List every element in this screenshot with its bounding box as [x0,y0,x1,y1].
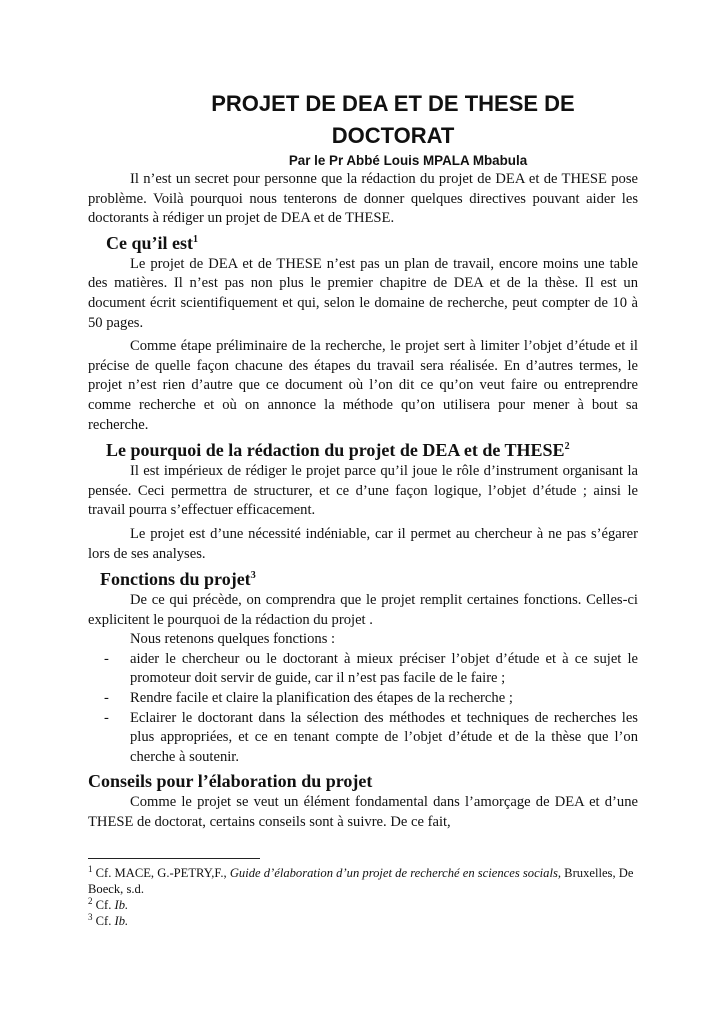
document-body [88,88,638,833]
bullet-dash: - [104,650,109,667]
list-item [88,709,638,768]
paragraph: Le projet est d’une nécessité indéniable, car il permet au chercheur à ne pas s’égarer lors de ses analyses. [88,525,638,562]
paragraph: Il est impérieux de rédiger le projet parce qu’il joue le rôle d’instrument organisant la pensée. Ceci permettra de structurer, et ce d’une façon logique, l’objet d’étude ; ainsi le travail pourra s’effectuer efficacement. [88,463,638,519]
author-line: Par le Pr Abbé Louis MPALA Mbabula [288,153,528,168]
function-list [88,650,638,768]
footnote-text: Cf. [95,898,115,912]
footnote-1 [88,865,638,897]
footnotes [88,858,638,929]
footnote-title: Ib. [114,898,129,912]
footnote-ref[interactable]: 2 [564,441,570,453]
section-heading-text: Le pourquoi de la rédaction du projet de DEA et de THESE [106,440,565,461]
list-item-text: aider le chercheur ou le doctorant à mieux préciser l’objet d’étude et à ce sujet le promoteur doit servir de guide, car il n’est pas facile de le faire ; [130,650,638,687]
list-item-text: Rendre facile et claire la planification des étapes de la recherche ; [130,690,513,707]
intro-paragraph: Il n’est un secret pour personne que la rédaction du projet de DEA et de THESE pose problème. Voilà pourquoi nous tenterons de donner quelques directives pouvant aider les doctorants à rédiger un projet de DEA et de THESE. [88,171,638,227]
footnote-number: 2 [88,895,93,906]
list-item [88,689,638,709]
section-heading-fonctions [88,567,638,591]
footnote-ref[interactable]: 1 [193,233,198,245]
section-heading-text: Fonctions du projet [100,569,251,590]
paragraph: Comme le projet se veut un élément fondamental dans l’amorçage de DEA et d’une THESE de doctorat, certains conseils sont à suivre. De ce fait, [88,794,638,831]
footnote-title: Guide d’élaboration d’un projet de recherché en sciences socials, [229,866,562,880]
footnote-text: Bruxelles, De Boeck, s.d. [88,866,634,896]
footnote-title: Ib. [114,914,129,928]
list-item [88,650,638,689]
bullet-dash: - [104,709,109,726]
paragraph: Nous retenons quelques fonctions : [130,631,336,648]
footnote-text: Cf. [95,914,115,928]
footnote-3 [88,913,638,929]
paragraph: De ce qui précède, on comprendra que le projet remplit certaines fonctions. Celles-ci explicitent le pourquoi de la rédaction du projet . [88,592,638,628]
footnote-number: 3 [88,911,93,922]
footnote-number: 1 [88,863,93,874]
bullet-dash: - [104,690,109,707]
footnote-text: Cf. MACE, G.-PETRY,F., [95,866,230,880]
footnote-ref[interactable]: 3 [250,570,256,582]
footnote-2 [88,897,638,913]
paragraph: Le projet de DEA et de THESE n’est pas un plan de travail, encore moins une table des matières. Il n’est pas non plus le premier chapitre de DEA et de la thèse. Il est un document écrit scientifiquement et qui, selon le domaine de recherche, peut compter de 10 à 50 pages. [88,255,638,331]
section-heading-conseils [88,769,638,793]
footnote-divider [88,858,260,859]
section-heading-text: Conseils pour l’élaboration du projet [88,771,373,792]
section-heading-text: Ce qu’il est [106,232,193,253]
page-title: PROJET DE DEA ET DE THESE DE DOCTORAT [211,91,575,148]
list-item-text: Eclairer le doctorant dans la sélection des méthodes et techniques de recherches les plus appropriées, et ce en tenant compte de l’objet d’étude et de la thèse que l’on cherche à soutenir. [130,709,638,765]
section-heading-pourquoi [88,438,638,462]
section-heading-ce-quil-est [88,231,638,255]
paragraph: Comme étape préliminaire de la recherche, le projet sert à limiter l’objet d’étude et il précise de quelle façon chacune des étapes du travail sera réalisée. En d’autres termes, le projet n’est rien d’autre que ce document où l’on dit ce qu’on veut faire ou entreprendre comme recherche et où on annonce la méthode qu’on utilisera pour mener à bout sa recherche. [88,338,638,433]
